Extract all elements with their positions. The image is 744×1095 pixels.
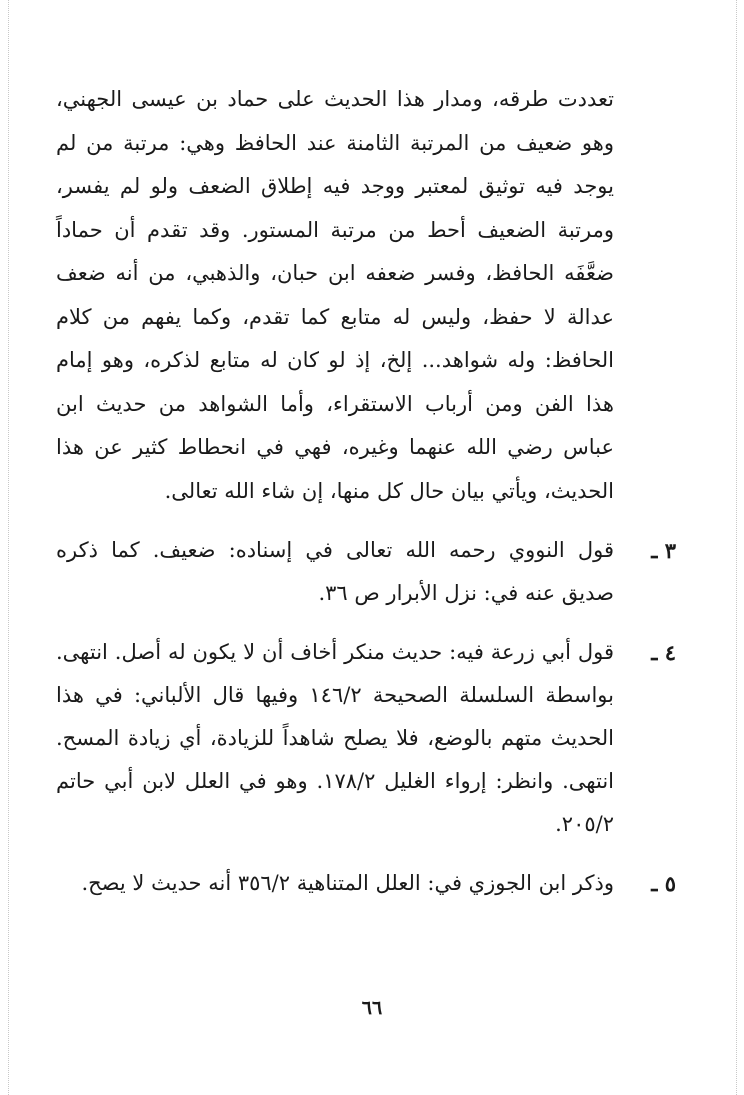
list-item-4 bbox=[56, 631, 676, 846]
list-item-3 bbox=[56, 529, 676, 615]
list-item-5 bbox=[56, 862, 676, 905]
item-text: وذكر ابن الجوزي في: العلل المتناهية ٣٥٦/٢ أنه حديث لا يصح. bbox=[81, 871, 614, 895]
item-number: ٥ ـ bbox=[651, 871, 676, 896]
item-number: ٣ ـ bbox=[651, 538, 676, 563]
page-number: ٦٦ bbox=[361, 997, 383, 1019]
page-body bbox=[56, 78, 676, 905]
item-number: ٤ ـ bbox=[651, 640, 676, 665]
item-text: قول أبي زرعة فيه: حديث منكر أخاف أن لا يكون له أصل. انتهى. بواسطة السلسلة الصحيحة ١٤٦/٢ وفيها قال الألباني: في هذا الحديث متهم بالوضع، فلا يصلح شاهداً للزيادة، أي زيادة المسح. انتهى. وانظر: إرواء الغليل ١٧٨/٢. وهو في العلل لابن أبي حاتم ٢٠٥/٢. bbox=[56, 640, 614, 836]
main-paragraph: تعددت طرقه، ومدار هذا الحديث على حماد بن عيسى الجهني، وهو ضعيف من المرتبة الثامنة عند الحافظ وهي: مرتبة من لم يوجد فيه توثيق لمعتبر ووجد فيه إطلاق الضعف ولو لم يفسر، ومرتبة الضعيف أحط من مرتبة المستور. وقد تقدم أن حماداً ضعَّفَه الحافظ، وفسر ضعفه ابن حبان، والذهبي، من أنه ضعف عدالة لا حفظ، وليس له متابع كما تقدم، وكما يفهم من كلام الحافظ: وله شواهد... إلخ، إذ لو كان له متابع لذكره، وهو إمام هذا الفن ومن أرباب الاستقراء، وأما الشواهد من حديث ابن عباس رضي الله عنهما وغيره، فهي في انحطاط كثير عن هذا الحديث، ويأتي بيان حال كل منها، إن شاء الله تعالى. bbox=[56, 87, 614, 503]
scan-edge-left bbox=[8, 0, 9, 1095]
item-text: قول النووي رحمه الله تعالى في إسناده: ضعيف. كما ذكره صديق عنه في: نزل الأبرار ص ٣٦. bbox=[56, 538, 614, 605]
scan-edge-right bbox=[736, 0, 737, 1095]
